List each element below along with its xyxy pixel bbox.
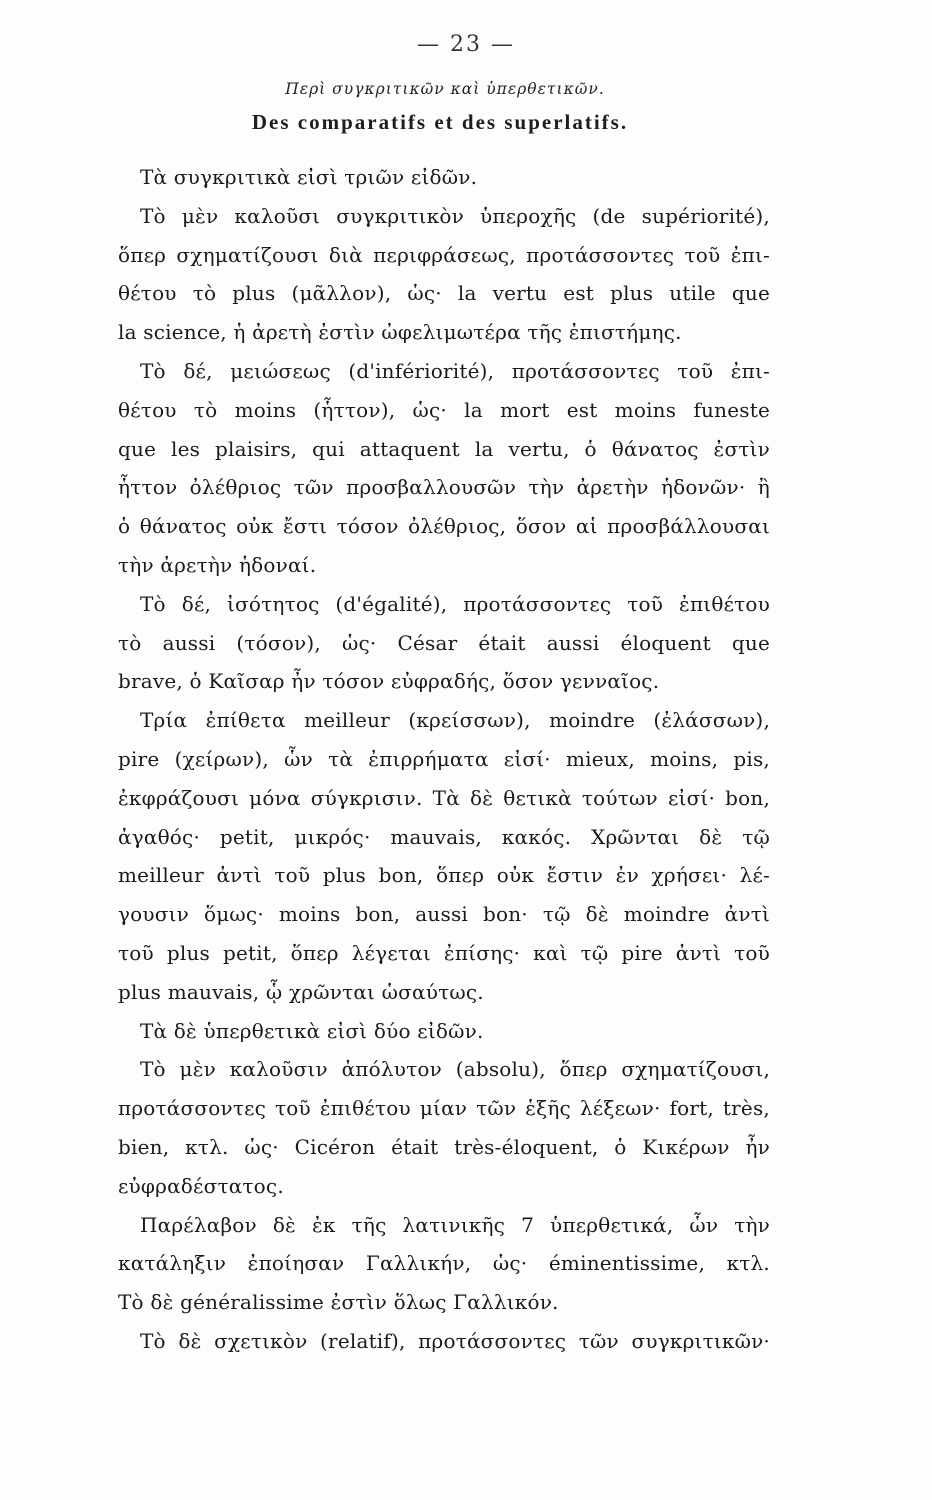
text-line: Τὸ δέ, ἰσότητος (d'égalité), προτάσσοντες τοῦ ἐπιθέτου bbox=[140, 591, 770, 616]
text-line: προτάσσοντες τοῦ ἐπιθέτου μίαν τῶν ἑξῆς λέξεων· fort, très, bbox=[118, 1096, 770, 1121]
text-line: Τὰ συγκριτικὰ εἰσὶ τριῶν εἰδῶν. bbox=[140, 165, 478, 189]
text-line: la science, ἡ ἀρετὴ ἐστὶν ὠφελιμωτέρα τῆς ἐπιστήμης. bbox=[118, 320, 682, 345]
text-line: εὐφραδέστατος. bbox=[118, 1173, 284, 1198]
text-line: ἀγαθός· petit, μικρός· mauvais, κακός. Χρῶνται δὲ τῷ bbox=[118, 824, 770, 849]
text-line: brave, ὁ Καῖσαρ ἦν τόσον εὐφραδής, ὅσον γενναῖος. bbox=[118, 669, 660, 694]
text-line: Τὸ μὲν καλοῦσι συγκριτικὸν ὑπεροχῆς (de supériorité), bbox=[140, 203, 770, 228]
text-line: γουσιν ὅμως· moins bon, aussi bon· τῷ δὲ moindre ἀντὶ bbox=[118, 902, 770, 927]
text-line: θέτου τὸ plus (μᾶλλον), ὡς· la vertu est plus utile que bbox=[118, 281, 770, 306]
text-line: Τὸ μὲν καλοῦσιν ἀπόλυτον (absolu), ὅπερ σχηματίζουσι, bbox=[140, 1057, 770, 1082]
text-line: ἧττον ὀλέθριος τῶν προσβαλλουσῶν τὴν ἀρετὴν ἡδονῶν· ἢ bbox=[118, 475, 770, 500]
section-title-greek: Περὶ συγκριτικῶν καὶ ὑπερθετικῶν. bbox=[285, 80, 605, 98]
text-line: τὸ aussi (τόσον), ὡς· César était aussi éloquent que bbox=[118, 630, 770, 655]
text-line: bien, κτλ. ὡς· Cicéron était très-éloquent, ὁ Κικέρων ἦν bbox=[118, 1134, 770, 1159]
text-line: Τὸ δὲ σχετικὸν (relatif), προτάσσοντες τῶν συγκριτικῶν· bbox=[140, 1328, 770, 1353]
text-line: ὅπερ σχηματίζουσι διὰ περιφράσεως, προτάσσοντες τοῦ ἐπι- bbox=[118, 242, 770, 267]
text-line: τοῦ plus petit, ὅπερ λέγεται ἐπίσης· καὶ τῷ pire ἀντὶ τοῦ bbox=[118, 940, 770, 965]
text-line: Τὰ δὲ ὑπερθετικὰ εἰσὶ δύο εἰδῶν. bbox=[140, 1018, 484, 1043]
text-line: Τρία ἐπίθετα meilleur (κρείσσων), moindre (ἐλάσσων), bbox=[140, 708, 770, 733]
text-line: que les plaisirs, qui attaquent la vertu, ὁ θάνατος ἐστὶν bbox=[118, 436, 770, 461]
text-line: plus mauvais, ᾧ χρῶνται ὡσαύτως. bbox=[118, 979, 484, 1004]
text-line: meilleur ἀντὶ τοῦ plus bon, ὅπερ οὐκ ἔστιν ἐν χρήσει· λέ- bbox=[118, 863, 770, 888]
section-title-french: Des comparatifs et des superlatifs. bbox=[251, 110, 629, 134]
text-line: Παρέλαβον δὲ ἐκ τῆς λατινικῆς 7 ὑπερθετικά, ὧν τὴν bbox=[140, 1212, 770, 1237]
text-line: pire (χείρων), ὧν τὰ ἐπιρρήματα εἰσί· mieux, moins, pis, bbox=[118, 746, 770, 771]
text-line: Τὸ δὲ généralissime ἐστὶν ὅλως Γαλλικόν. bbox=[118, 1290, 559, 1315]
text-line: τὴν ἀρετὴν ἡδοναί. bbox=[118, 552, 317, 577]
body-text bbox=[118, 158, 770, 1361]
text-line: θέτου τὸ moins (ἧττον), ὡς· la mort est moins funeste bbox=[118, 397, 770, 422]
text-line: Τὸ δέ, μειώσεως (d'infériorité), προτάσσοντες τοῦ ἐπι- bbox=[140, 358, 770, 383]
text-line: ἐκφράζουσι μόνα σύγκρισιν. Τὰ δὲ θετικὰ τούτων εἰσί· bon, bbox=[118, 785, 770, 810]
page-number: — 23 — bbox=[417, 32, 515, 57]
text-line: κατάληξιν ἐποίησαν Γαλλικήν, ὡς· éminentissime, κτλ. bbox=[118, 1251, 770, 1276]
text-line: ὁ θάνατος οὐκ ἔστι τόσον ὀλέθριος, ὅσον αἱ προσβάλλουσαι bbox=[118, 514, 770, 539]
